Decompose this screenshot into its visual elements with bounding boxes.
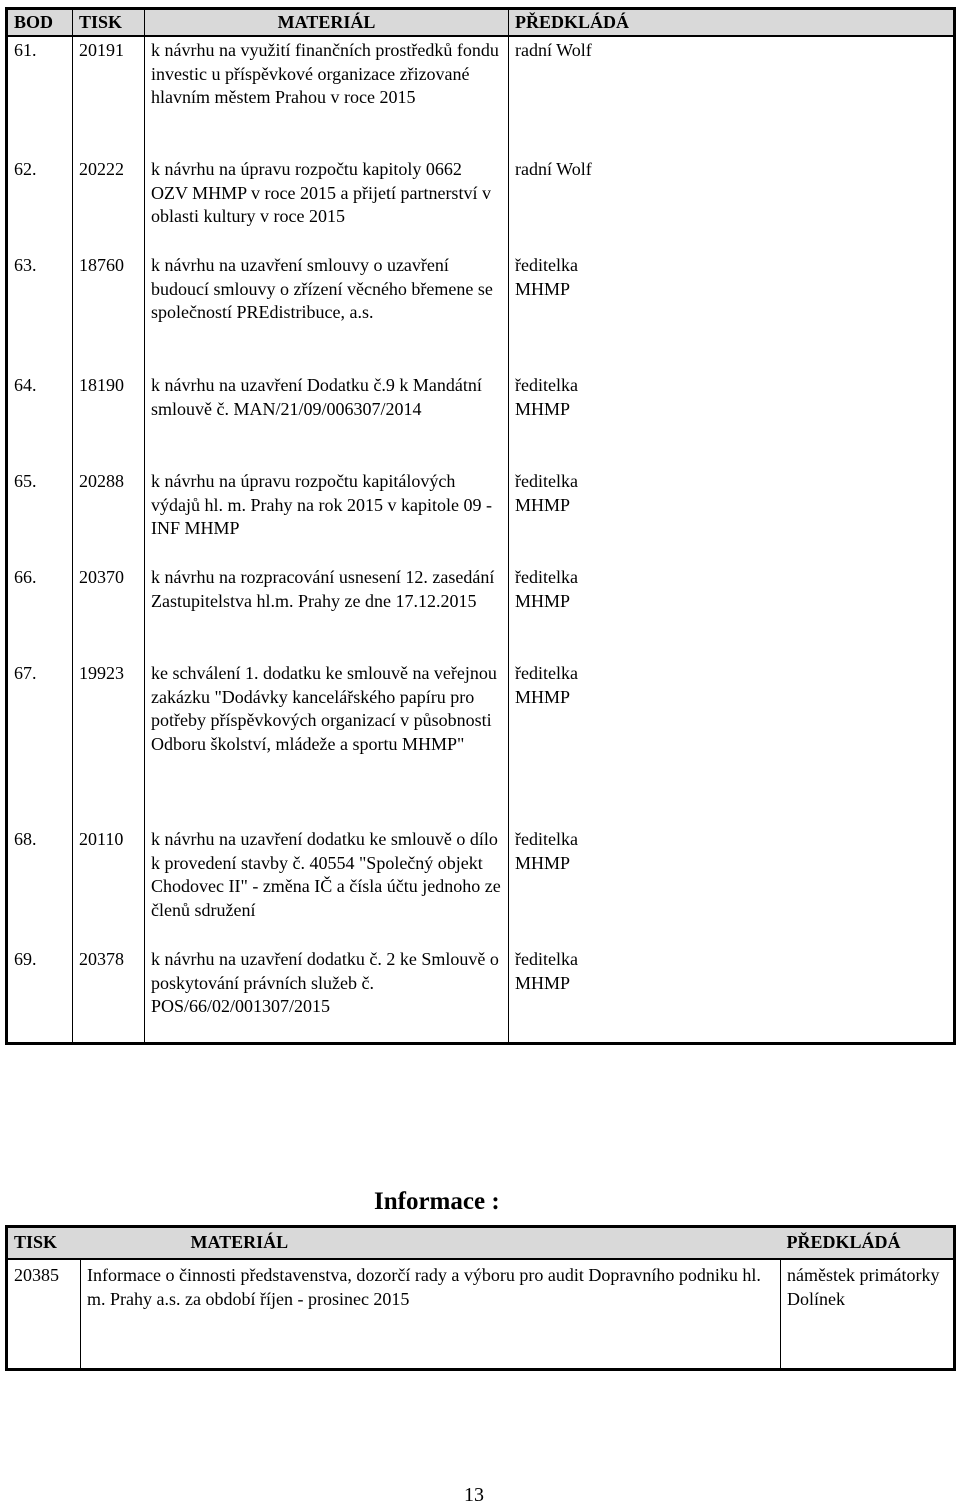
row-predklada xyxy=(509,564,955,660)
row-bod: 61. xyxy=(7,36,73,156)
row-material: k návrhu na úpravu rozpočtu kapitoly 0662 OZV MHMP v roce 2015 a přijetí partnerství v oblasti kultury v roce 2015 xyxy=(145,156,509,252)
row-tisk: 20378 xyxy=(73,946,145,1044)
header-bod: BOD xyxy=(7,9,73,37)
table-row xyxy=(7,468,955,564)
table-row xyxy=(7,946,955,1044)
row-material: Informace o činnosti představenstva, dozorčí rady a výboru pro audit Dopravního podniku hl. m. Prahy a.s. za období říjen - prosinec 2015 xyxy=(81,1259,781,1370)
row-material: k návrhu na uzavření dodatku č. 2 ke Smlouvě o poskytování právních služeb č. POS/66/02/001307/2015 xyxy=(145,946,509,1044)
table-row xyxy=(7,372,955,468)
header-material: MATERIÁL xyxy=(81,1227,781,1260)
table-row xyxy=(7,564,955,660)
row-tisk: 20222 xyxy=(73,156,145,252)
row-bod: 62. xyxy=(7,156,73,252)
row-predklada-text: ředitelka MHMP xyxy=(515,949,578,993)
header-predklada: PŘEDKLÁDÁ xyxy=(781,1227,955,1260)
row-tisk: 20191 xyxy=(73,36,145,156)
agenda-header-row xyxy=(7,9,955,37)
row-material: k návrhu na uzavření smlouvy o uzavření budoucí smlouvy o zřízení věcného břemene se společností PREdistribuce, a.s. xyxy=(145,252,509,372)
row-bod: 66. xyxy=(7,564,73,660)
header-tisk: TISK xyxy=(7,1227,81,1260)
row-tisk: 20288 xyxy=(73,468,145,564)
row-tisk: 18760 xyxy=(73,252,145,372)
row-bod: 67. xyxy=(7,660,73,826)
row-predklada xyxy=(509,372,955,468)
row-predklada xyxy=(509,660,955,826)
table-row xyxy=(7,156,955,252)
row-bod: 64. xyxy=(7,372,73,468)
table-row xyxy=(7,252,955,372)
row-predklada-text: ředitelka MHMP xyxy=(515,255,578,299)
row-tisk: 20385 xyxy=(7,1259,81,1370)
header-tisk: TISK xyxy=(73,9,145,37)
row-predklada xyxy=(509,252,955,372)
row-tisk: 18190 xyxy=(73,372,145,468)
row-predklada-text: ředitelka MHMP xyxy=(515,471,578,515)
header-material: MATERIÁL xyxy=(145,9,509,37)
row-material: ke schválení 1. dodatku ke smlouvě na veřejnou zakázku "Dodávky kancelářského papíru pro potřeby příspěvkových organizací v působnosti Odboru školství, mládeže a sportu MHMP" xyxy=(145,660,509,826)
row-bod: 68. xyxy=(7,826,73,946)
row-predklada-text: radní Wolf xyxy=(515,159,592,179)
row-material: k návrhu na využití finančních prostředků fondu investic u příspěvkové organizace zřizované hlavním městem Prahou v roce 2015 xyxy=(145,36,509,156)
row-material: k návrhu na úpravu rozpočtu kapitálových výdajů hl. m. Prahy na rok 2015 v kapitole 09 - INF MHMP xyxy=(145,468,509,564)
table-row xyxy=(7,36,955,156)
row-predklada xyxy=(509,468,955,564)
table-row xyxy=(7,660,955,826)
table-row xyxy=(7,1259,955,1370)
info-header-row xyxy=(7,1227,955,1260)
row-tisk: 19923 xyxy=(73,660,145,826)
row-predklada xyxy=(509,826,955,946)
row-predklada xyxy=(509,946,955,1044)
row-bod: 65. xyxy=(7,468,73,564)
row-predklada-text: radní Wolf xyxy=(515,40,592,60)
row-bod: 69. xyxy=(7,946,73,1044)
info-section-title: Informace : xyxy=(374,1188,500,1215)
row-tisk: 20370 xyxy=(73,564,145,660)
row-material: k návrhu na uzavření dodatku ke smlouvě o dílo k provedení stavby č. 40554 "Společný objekt Chodovec II" - změna IČ a čísla účtu jednoho ze členů sdružení xyxy=(145,826,509,946)
header-predklada: PŘEDKLÁDÁ xyxy=(509,9,955,37)
row-predklada xyxy=(509,36,955,156)
row-predklada-text: ředitelka MHMP xyxy=(515,663,578,707)
row-material: k návrhu na rozpracování usnesení 12. zasedání Zastupitelstva hl.m. Prahy ze dne 17.12.2015 xyxy=(145,564,509,660)
row-predklada xyxy=(509,156,955,252)
row-predklada-text: ředitelka MHMP xyxy=(515,567,578,611)
row-bod: 63. xyxy=(7,252,73,372)
row-tisk: 20110 xyxy=(73,826,145,946)
row-material: k návrhu na uzavření Dodatku č.9 k Mandátní smlouvě č. MAN/21/09/006307/2014 xyxy=(145,372,509,468)
row-predklada-text: ředitelka MHMP xyxy=(515,375,578,419)
page-number: 13 xyxy=(464,1484,484,1506)
table-row xyxy=(7,826,955,946)
row-predklada-text: ředitelka MHMP xyxy=(515,829,578,873)
info-table xyxy=(5,1225,956,1371)
agenda-table xyxy=(5,7,956,1045)
row-predklada: náměstek primátorky Dolínek xyxy=(787,1265,940,1309)
